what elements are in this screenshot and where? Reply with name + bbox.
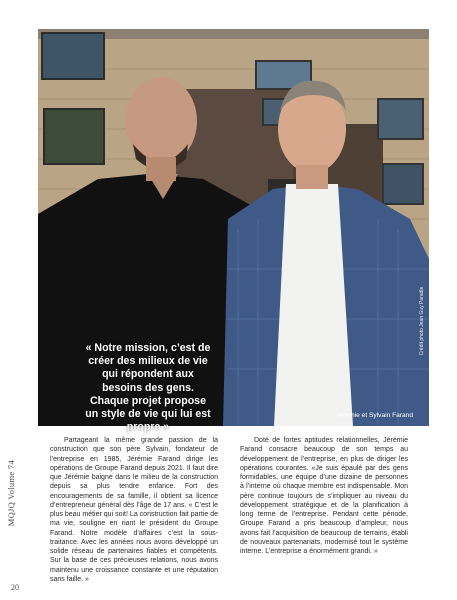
article-column-left bbox=[50, 436, 218, 584]
article-paragraph: Doté de fortes aptitudes relationnelles, Jérémie Farand consacre beaucoup de son temps au développement de l’entreprise, en plus de diriger les opérations courantes. «Je suis épaulé par des gens formidables, une équipe d’une dizaine de personnes à l’interne où chaque membre est indispensable. Mon père continue toujours de s’impliquer au niveau du développement stratégique et de la planification à long terme de l’entreprise. Pendant cette période, Groupe Farand a pris beaucoup d’ampleur, nous avons fait l’acquisition de beaucoup de terrains, établi de nouveaux partenariats, modernisé tout le système interne. L’entreprise a énormément grandi. » bbox=[240, 437, 408, 555]
photo-caption: Jérémie et Sylvain Farand bbox=[336, 412, 413, 419]
hero-photo bbox=[38, 29, 429, 434]
photo-credit: Crédit photo Jean Guy Paradis bbox=[419, 287, 425, 356]
page-number: 20 bbox=[11, 583, 19, 592]
article-paragraph: Partageant la même grande passion de la construction que son père Sylvain, fondateur de l’entreprise en 1985, Jérémie Farand dirige les opérations de Groupe Farand depuis 2021. Il faut dire que Jérémie baigne dans le milieu de la construction depuis sa plus tendre enfance. Fort des encouragements de sa famille, il obtient sa licence d’entrepreneur général dès l’âge de 17 ans. « C’est le plus beau métier qui soit! La construction fait partie de ma vie, souligne en riant le président du Groupe Farand. Notre modèle d’affaires c’est la sous-traitance. Avec les années nous avons développé un solide réseau de partenaires fiables et compétents. Sur la base de ces précieuses relations, nous avons maintenu une croissance constante et une réputation sans faille. » bbox=[50, 437, 218, 583]
publication-volume: MQJQ Volume 74 bbox=[6, 460, 16, 527]
article-column-right bbox=[240, 436, 408, 556]
pull-quote: « Notre mission, c’est de créer des milieux de vie qui répondent aux besoins des gens. Chaque projet propose un style de vie qui lui est propre » bbox=[85, 342, 211, 434]
